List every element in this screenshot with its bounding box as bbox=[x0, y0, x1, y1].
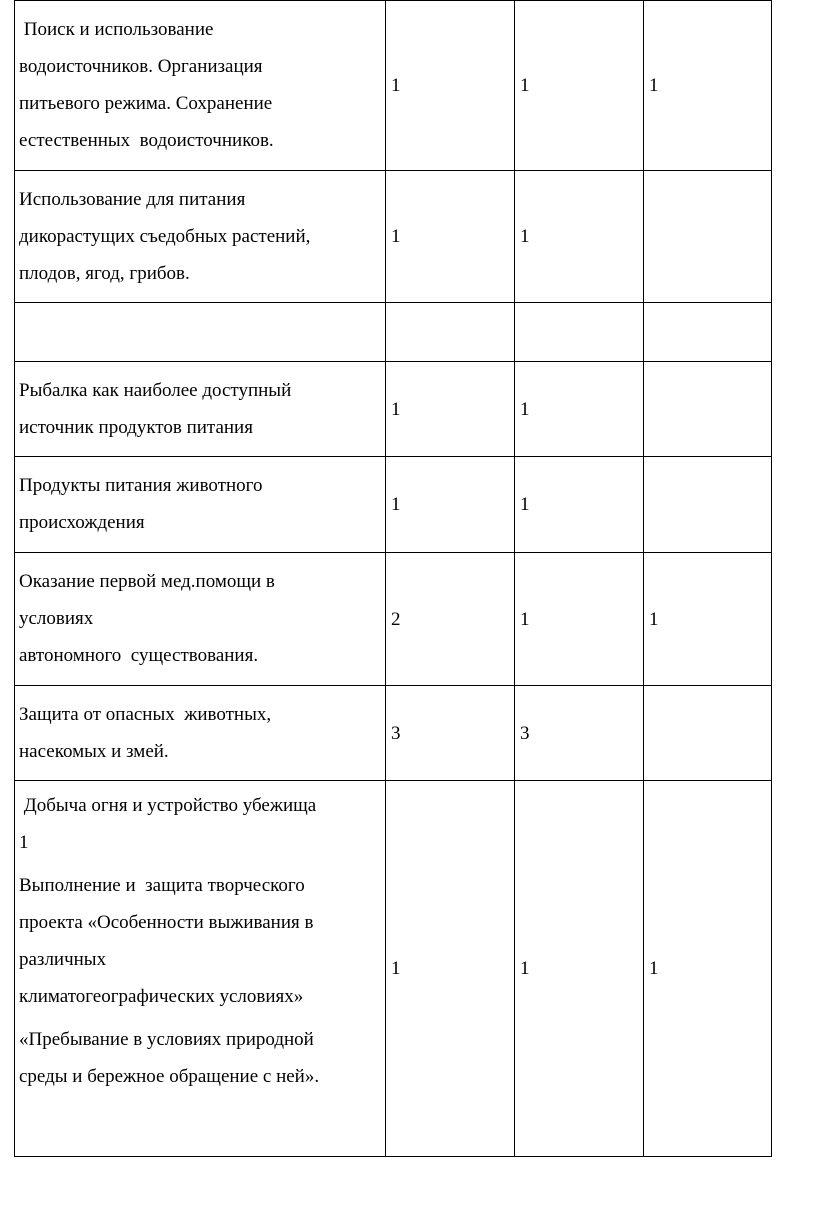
topic-cell bbox=[15, 686, 386, 781]
topic-line: питьевого режима. Сохранение bbox=[19, 93, 273, 114]
topic-line: Рыбалка как наиболее доступный bbox=[19, 379, 292, 401]
topic-line: естественных водоисточников. bbox=[19, 130, 274, 151]
topic-line: дикорастущих съедобных растений, bbox=[19, 225, 311, 247]
table-row bbox=[15, 171, 772, 303]
hours-total-cell: 1 bbox=[386, 362, 515, 457]
table-row bbox=[15, 686, 772, 781]
topic-line: проекта «Особенности выживания в bbox=[19, 912, 314, 933]
topic-cell bbox=[15, 457, 386, 553]
hours-total-cell: 3 bbox=[386, 686, 515, 781]
topic-line: насекомых и змей. bbox=[19, 740, 169, 762]
hours-theory-cell: 1 bbox=[515, 457, 644, 553]
hours-practice-cell bbox=[644, 171, 772, 303]
hours-theory-cell: 1 bbox=[515, 781, 644, 1157]
topic-paragraph bbox=[19, 867, 385, 1015]
topic-line: условиях bbox=[19, 608, 94, 629]
topic-line: Поиск и использование bbox=[19, 19, 214, 40]
hours-practice-cell bbox=[644, 303, 772, 362]
hours-theory-cell: 1 bbox=[515, 1, 644, 171]
hours-practice-cell bbox=[644, 457, 772, 553]
topic-line: среды и бережное обращение с ней». bbox=[19, 1066, 320, 1087]
hours-theory-cell: 3 bbox=[515, 686, 644, 781]
topic-line: автономного существования. bbox=[19, 645, 259, 666]
topic-cell bbox=[15, 171, 386, 303]
topic-cell bbox=[15, 1, 386, 171]
topic-line: Добыча огня и устройство убежища bbox=[19, 795, 317, 816]
table-row bbox=[15, 457, 772, 553]
table-row bbox=[15, 553, 772, 686]
hours-total-cell: 1 bbox=[386, 1, 515, 171]
topic-line: различных bbox=[19, 949, 107, 970]
topic-cell bbox=[15, 303, 386, 362]
topic-line: Продукты питания животного bbox=[19, 475, 263, 496]
topic-line: плодов, ягод, грибов. bbox=[19, 262, 190, 284]
table-row bbox=[15, 362, 772, 457]
hours-total-cell: 1 bbox=[386, 457, 515, 553]
hours-total-cell: 1 bbox=[386, 781, 515, 1157]
hours-total-cell bbox=[386, 303, 515, 362]
hours-theory-cell: 1 bbox=[515, 362, 644, 457]
table-row bbox=[15, 1, 772, 171]
topic-line: Выполнение и защита творческого bbox=[19, 875, 305, 896]
topic-line: Использование для питания bbox=[19, 188, 246, 210]
topic-paragraph bbox=[19, 1021, 385, 1095]
hours-theory-cell: 1 bbox=[515, 171, 644, 303]
topic-line: 1 bbox=[19, 832, 29, 853]
table-row bbox=[15, 303, 772, 362]
topic-cell bbox=[15, 553, 386, 686]
topic-line: климатогеографических условиях» bbox=[19, 986, 304, 1007]
hours-theory-cell: 1 bbox=[515, 553, 644, 686]
hours-practice-cell bbox=[644, 686, 772, 781]
topic-line: «Пребывание в условиях природной bbox=[19, 1029, 314, 1050]
topic-paragraph bbox=[19, 787, 385, 861]
hours-total-cell: 2 bbox=[386, 553, 515, 686]
hours-practice-cell bbox=[644, 362, 772, 457]
hours-practice-cell: 1 bbox=[644, 781, 772, 1157]
topic-line: источник продуктов питания bbox=[19, 416, 253, 438]
topic-line: Оказание первой мед.помощи в bbox=[19, 571, 275, 592]
topic-line: водоисточников. Организация bbox=[19, 56, 263, 77]
table-row bbox=[15, 781, 772, 1157]
topic-cell bbox=[15, 781, 386, 1157]
topic-cell bbox=[15, 362, 386, 457]
hours-practice-cell: 1 bbox=[644, 553, 772, 686]
hours-theory-cell bbox=[515, 303, 644, 362]
topic-line: Защита от опасных животных, bbox=[19, 703, 272, 725]
curriculum-table bbox=[14, 0, 772, 1157]
hours-practice-cell: 1 bbox=[644, 1, 772, 171]
topic-line: происхождения bbox=[19, 512, 145, 533]
hours-total-cell: 1 bbox=[386, 171, 515, 303]
